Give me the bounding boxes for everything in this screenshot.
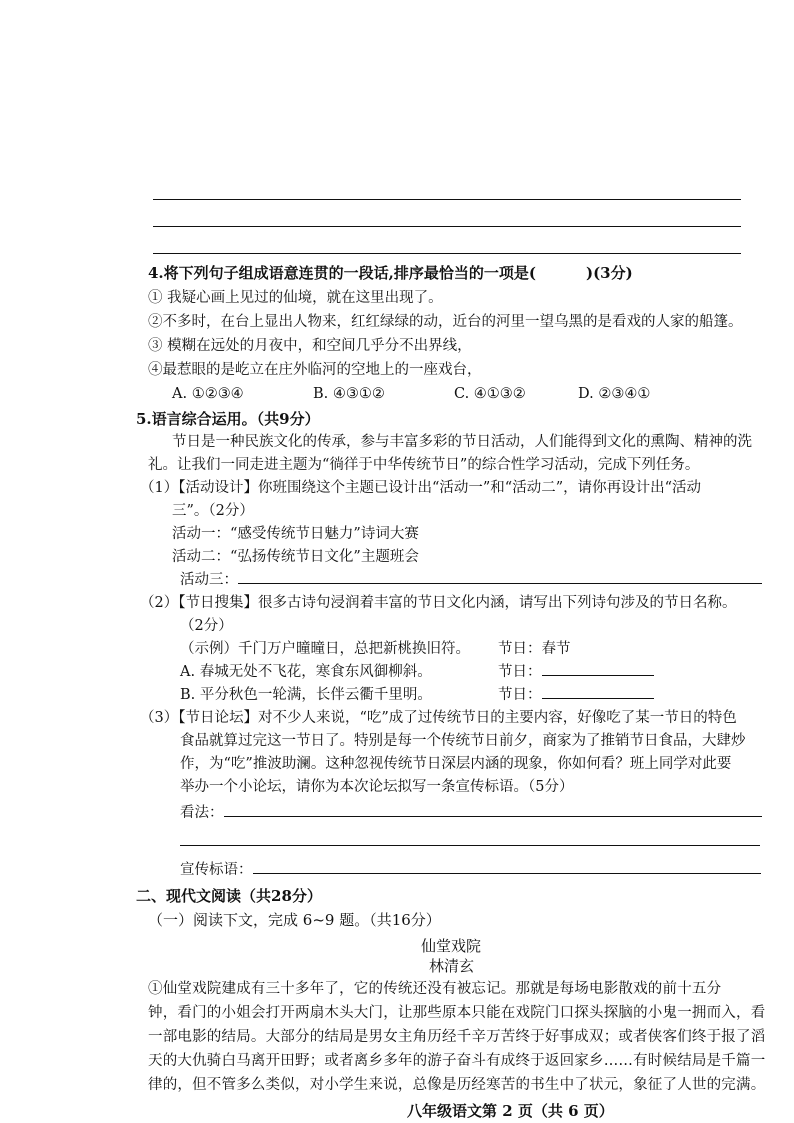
q4-sentence-1: ① 我疑心画上见过的仙境，就在这里出现了。	[148, 290, 443, 306]
q5-part1-line-1: （1）【活动设计】你班围绕这个主题已设计出“活动一”和“活动二”，请你再设计出“活动	[140, 480, 702, 496]
q4-stem	[148, 263, 633, 284]
q5-intro-line-1: 节日是一种民族文化的传承，参与丰富多彩的节日活动，人们能得到文化的熏陶、精神的洗	[172, 434, 752, 450]
q5-title: 5.语言综合运用。（共9分）	[136, 410, 320, 428]
q5-verse-b: B. 平分秋色一轮满，长伴云衢千里明。	[180, 687, 432, 703]
article-paragraph-line-2: 钟，看门的小姐会打开两扇木头大门，让那些原本只能在戏院门口探头探脑的小鬼一拥而入，看	[148, 1005, 766, 1021]
section-2-title: 二、现代文阅读（共28分）	[136, 887, 322, 905]
q4-stem-text: 4.将下列句子组成语意连贯的一段话,排序最恰当的一项是(	[148, 264, 536, 282]
article-author: 林清玄	[429, 957, 475, 975]
q4-sentence-3: ③ 模糊在远处的月夜中，和空间几乎分不出界线，	[148, 338, 472, 354]
q5-example: （示例）千门万户曈曈日，总把新桃换旧符。	[180, 641, 470, 657]
q4-stem-end: )(3分)	[585, 264, 633, 282]
q5-intro-line-2: 礼。让我们一同走进主题为“徜徉于中华传统节日”的综合性学习活动，完成下列任务。	[148, 457, 700, 473]
q4-option-b: B. ④③①②	[313, 386, 385, 402]
q5-part2-score: （2分）	[180, 618, 233, 634]
activity-3-label: 活动三：	[180, 572, 238, 588]
q5-part3-line-2: 食品就算过完这一节日了。特别是每一个传统节日前夕，商家为了推销节日食品，大肆炒	[180, 733, 746, 749]
q5-activity-1: 活动一：“感受传统节日魅力”诗词大赛	[172, 526, 419, 542]
article-paragraph-line-3: 一部电影的结局。大部分的结局是男女主角历经千辛万苦终于好事成双；或者侠客们终于报了滔	[148, 1029, 766, 1045]
article-paragraph-line-1: ①仙堂戏院建成有三十多年了，它的传统还没有被忘记。那就是每场电影散戏的前十五分	[148, 981, 722, 997]
festival-a-answer-line	[542, 675, 654, 676]
view-answer-line	[224, 816, 762, 817]
answer-line	[153, 226, 741, 227]
answer-line	[153, 253, 741, 254]
q5-part1-line-2: 三”。（2分）	[172, 503, 254, 519]
q5-activity-2: 活动二：“弘扬传统节日文化”主题班会	[172, 549, 419, 565]
q5-verse-a: A. 春城无处不飞花，寒食东风御柳斜。	[180, 664, 432, 680]
q5-festival-a	[498, 662, 654, 682]
article-paragraph-line-4: 天的大仇骑白马离开田野；或者离乡多年的游子奋斗有成终于返回家乡……有时候结局是千篇一	[148, 1053, 766, 1069]
q5-part3-line-3: 作，为“吃”推波助澜。这种忽视传统节日深层内涵的现象，你如何看？班上同学对此要	[180, 756, 732, 772]
slogan-answer-line	[253, 873, 761, 874]
section-2-subtitle: （一）阅读下文，完成 6~9 题。（共16分）	[148, 911, 441, 929]
q4-sentence-2: ②不多时，在台上显出人物来，红红绿绿的动，近台的河里一望乌黑的是看戏的人家的船篷。	[148, 314, 743, 330]
q4-option-c: C. ④①③②	[454, 386, 526, 402]
q5-view	[180, 803, 762, 823]
article-title: 仙堂戏院	[421, 937, 482, 955]
festival-a-label: 节日：	[498, 664, 542, 680]
q4-option-a: A. ①②③④	[172, 386, 244, 402]
q5-part2-line: （2）【节日搜集】很多古诗句浸润着丰富的节日文化内涵，请写出下列诗句涉及的节日名称。	[140, 595, 737, 611]
q5-example-answer: 节日：春节	[498, 641, 571, 657]
answer-line	[180, 845, 760, 846]
festival-b-label: 节日：	[498, 687, 542, 703]
q4-option-d: D. ②③④①	[578, 386, 651, 402]
article-paragraph-line-5: 律的，但不管多么类似，对小学生来说，总像是历经寒苦的书生中了状元，象征了人世的完满。	[148, 1077, 766, 1093]
answer-line	[153, 199, 741, 200]
q5-festival-b	[498, 685, 654, 705]
view-label: 看法：	[180, 805, 224, 821]
q5-slogan	[180, 860, 761, 880]
slogan-label: 宣传标语：	[180, 862, 253, 878]
page-footer: 八年级语文第 2 页（共 6 页）	[407, 1102, 614, 1120]
q4-sentence-4: ④最惹眼的是屹立在庄外临河的空地上的一座戏台，	[148, 362, 482, 378]
q5-part3-line-1: （3）【节日论坛】对不少人来说，“吃”成了过传统节日的主要内容，好像吃了某一节日的特色	[140, 710, 737, 726]
q5-part3-line-4: 举办一个小论坛，请你为本次论坛拟写一条宣传标语。（5分）	[180, 779, 574, 795]
activity-3-answer-line	[238, 583, 762, 584]
q5-activity-3	[180, 570, 762, 590]
festival-b-answer-line	[542, 698, 654, 699]
